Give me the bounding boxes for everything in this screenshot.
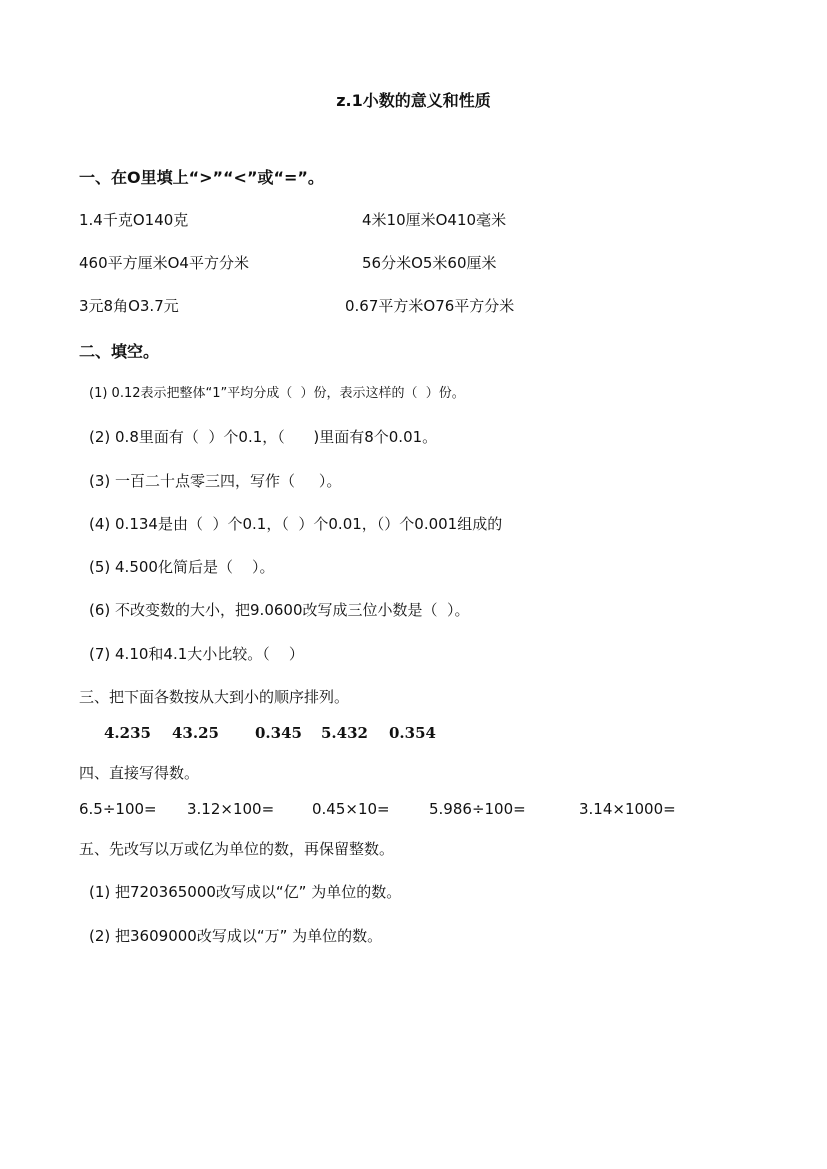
order-number-4: 5.432 bbox=[321, 724, 368, 742]
order-number-1: 4.235 bbox=[104, 724, 151, 742]
order-number-2: 43.25 bbox=[172, 724, 219, 742]
calc-item-5: 3.14×1000= bbox=[579, 800, 676, 818]
compare-item-6: 0.67平方米O76平方分米 bbox=[345, 297, 515, 315]
rewrite-item-1: (1) 把720365000改写成以“亿” 为单位的数。 bbox=[89, 883, 402, 901]
section4-heading: 四、直接写得数。 bbox=[79, 764, 200, 782]
rewrite-item-2: (2) 把3609000改写成以“万” 为单位的数。 bbox=[89, 927, 383, 945]
calc-item-3: 0.45×10= bbox=[312, 800, 390, 818]
compare-item-4: 56分米O5米60厘米 bbox=[362, 254, 497, 272]
compare-item-2: 4米10厘米O410毫米 bbox=[362, 211, 507, 229]
order-number-3: 0.345 bbox=[255, 724, 302, 742]
fill-item-5: (5) 4.500化简后是（ ）。 bbox=[89, 558, 275, 576]
fill-item-7: (7) 4.10和4.1大小比较。（ ） bbox=[89, 645, 304, 663]
fill-item-2: (2) 0.8里面有（ ）个0.1，（ )里面有8个0.01。 bbox=[89, 428, 438, 446]
fill-item-1: (1) 0.12表示把整体“1”平均分成（ ）份，表示这样的（ ）份。 bbox=[89, 386, 465, 401]
section1-heading: 一、在O里填上“>”“<”或“=”。 bbox=[79, 168, 324, 187]
compare-item-5: 3元8角O3.7元 bbox=[79, 297, 179, 315]
page-title: z.1小数的意义和性质 bbox=[336, 91, 491, 110]
section3-heading: 三、把下面各数按从大到小的顺序排列。 bbox=[79, 688, 350, 706]
compare-item-1: 1.4千克O140克 bbox=[79, 211, 189, 229]
order-number-5: 0.354 bbox=[389, 724, 436, 742]
compare-item-3: 460平方厘米O4平方分米 bbox=[79, 254, 249, 272]
calc-item-4: 5.986÷100= bbox=[429, 800, 526, 818]
calc-item-1: 6.5÷100= bbox=[79, 800, 157, 818]
fill-item-6: (6) 不改变数的大小，把9.0600改写成三位小数是（ ）。 bbox=[89, 601, 470, 619]
fill-item-4: (4) 0.134是由（ ）个0.1，（ ）个0.01，（）个0.001组成的 bbox=[89, 515, 503, 533]
fill-item-3: (3) 一百二十点零三四，写作（ ）。 bbox=[89, 472, 342, 490]
section2-heading: 二、填空。 bbox=[79, 342, 160, 361]
section5-heading: 五、先改写以万或亿为单位的数，再保留整数。 bbox=[79, 840, 395, 858]
calc-item-2: 3.12×100= bbox=[187, 800, 275, 818]
